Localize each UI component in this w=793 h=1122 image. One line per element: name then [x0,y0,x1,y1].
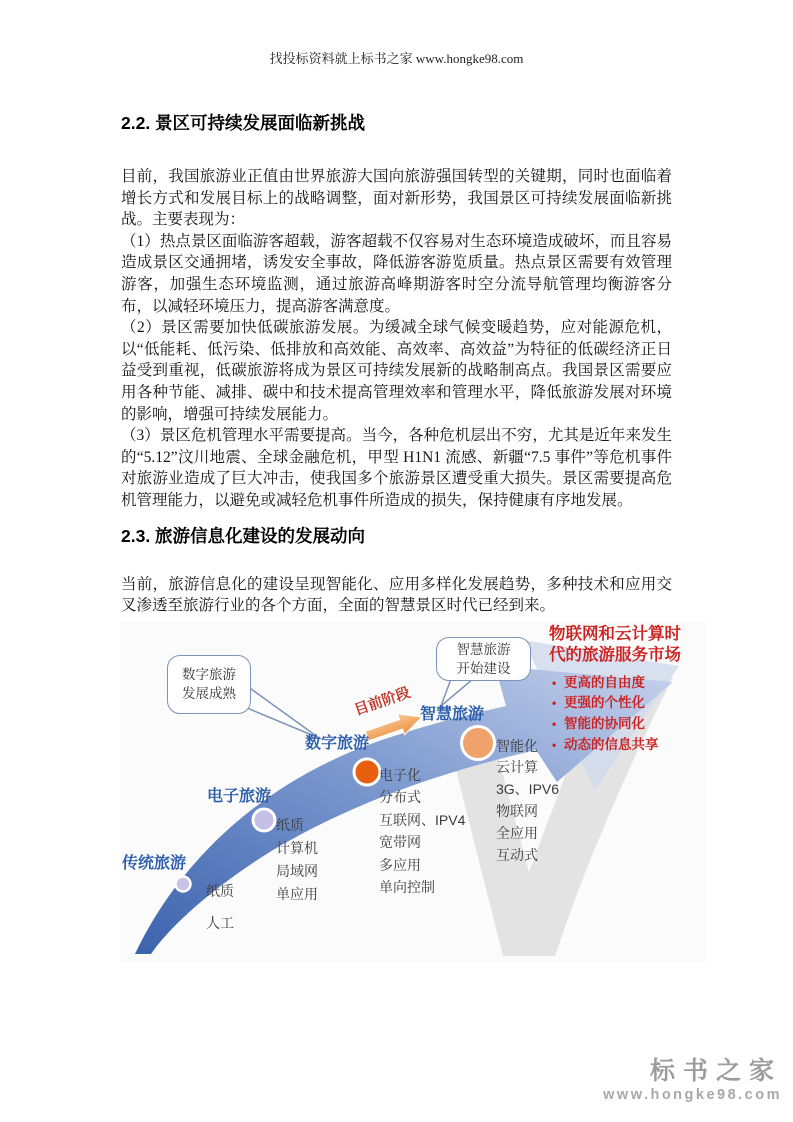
list-item: 电子化 [379,766,421,783]
footer-watermark-title: 标书之家 [649,1057,782,1085]
list-item: 物联网 [496,803,538,820]
list-item: 数字旅游 [182,667,236,683]
section-2-3-body [121,574,672,617]
section-heading-2-3: 2.3. 旅游信息化建设的发展动向 [121,525,366,546]
callout-digital-mature [167,655,251,714]
list-item: 分布式 [379,789,421,806]
list-item: 计算机 [276,839,318,856]
footer-watermark [603,1056,782,1104]
paragraph: （1）热点景区面临游客超载，游客超载不仅容易对生态环境造成破坏，而且容易造成景区交通拥堵，诱发安全事故，降低游客游览质量。热点景区需要有效管理游客，加强生态环境监测，通过旅游高峰期游客时空分流导航管理均衡游客分布，以减轻环境压力，提高游客满意度。 [121,232,672,315]
list-item: 单应用 [276,885,318,902]
page-header-text: 找投标资料就上标书之家 www.hongke98.com [269,51,524,66]
stage-label-traditional: 传统旅游 [122,854,187,872]
stage-dot-smart [462,726,495,759]
stage-label-digital: 数字旅游 [305,734,370,752]
feature-list-electronic [276,814,318,906]
list-item: 宽带网 [379,834,421,851]
footer-watermark-url: www.hongke98.com [603,1087,782,1103]
tourism-evolution-diagram [121,622,706,962]
current-stage-label: 目前阶段 [352,684,413,719]
list-item: 纸质 [276,816,304,833]
stage-dot-electronic [253,809,275,831]
callout-smart-begin [436,637,531,681]
stage-dot-traditional [176,876,191,891]
list-item: 全应用 [496,824,538,841]
stage-dot-digital [354,759,380,785]
market-title: 物联网和云计算时代的旅游服务市场 [549,624,681,665]
list-item: 3G、IPV6 [496,781,560,798]
list-item: • 更强的个性化 [551,693,701,714]
list-item: 互联网、IPV4 [379,811,466,828]
list-item: 互动式 [496,846,538,863]
list-item: 纸质 [206,882,234,899]
paragraph: 目前，我国旅游业正值由世界旅游大国向旅游强国转型的关键期，同时也面临着增长方式和发展目标上的战略调整，面对新形势，我国景区可持续发展面临新挑战。主要表现为： [121,168,672,229]
list-item: 多应用 [379,856,421,873]
list-item: • 智能的协同化 [551,714,701,735]
paragraph: 当前，旅游信息化的建设呈现智能化、应用多样化发展趋势，多种技术和应用交叉渗透至旅游行业的各个方面，全面的智慧景区时代已经到来。 [121,575,672,615]
list-item: 人工 [206,914,234,931]
list-item: 智慧旅游 [456,641,511,657]
feature-list-smart [496,736,559,867]
section-2-2-body [121,166,672,512]
market-bullet-list [551,673,701,756]
list-item: 开始建设 [456,660,511,676]
list-item: 局域网 [276,862,318,879]
list-item: 单向控制 [379,879,435,896]
feature-list-digital [379,764,465,899]
list-item: 智能化 [496,737,538,754]
paragraph: （3）景区危机管理水平需要提高。当今，各种危机层出不穷，尤其是近年来发生的“5.12”汶川地震、全球金融危机，甲型 H1N1 流感、新疆“7.5 事件”等危机事件对旅游业造成了巨大冲击，使我国多个旅游景区遭受重大损失。景区需要提高危机管理能力，以避免或减轻危机事件所造成的损失，保持健康有序地发展。 [121,427,672,509]
stage-label-smart: 智慧旅游 [420,705,485,723]
feature-list-traditional [206,875,234,939]
section-heading-2-2: 2.2. 景区可持续发展面临新挑战 [121,113,366,133]
stage-label-electronic: 电子旅游 [207,787,272,805]
list-item: 发展成熟 [182,686,236,702]
list-item: • 更高的自由度 [551,673,701,694]
paragraph: （2）景区需要加快低碳旅游发展。为缓减全球气候变暖趋势，应对能源危机，以“低能耗、低污染、低排放和高效能、高效率、高效益”为特征的低碳经济正日益受到重视，低碳旅游将成为景区可持续发展新的战略制高点。我国景区需要应用各种节能、减排、碳中和技术提高管理效率和管理水平，降低旅游发展对环境的影响，增强可持续发展能力。 [121,319,672,423]
list-item: 云计算 [496,759,538,776]
list-item: • 动态的信息共享 [551,735,701,756]
